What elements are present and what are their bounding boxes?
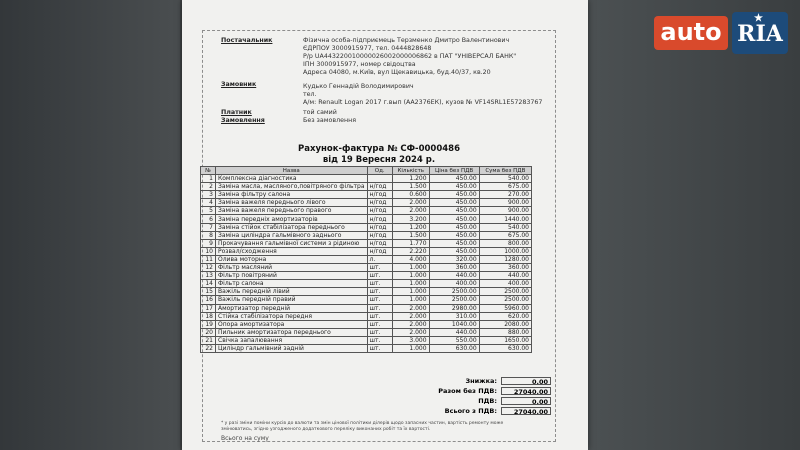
col-qty: Кількість [392, 167, 429, 175]
supplier-line-1: Фізична особа-підприємець Терзменко Дмитро Валентинович [303, 37, 510, 44]
row-qty: 3.200 [392, 215, 429, 223]
row-qty: 2.220 [392, 247, 429, 255]
row-unit: шт. [367, 344, 392, 352]
vat-label: ПДВ: [478, 397, 497, 405]
row-number: 21 [201, 336, 216, 344]
row-unit: н/год [367, 223, 392, 231]
row-qty: 1.000 [392, 288, 429, 296]
table-row [201, 183, 532, 191]
row-sum: 1000.00 [479, 247, 531, 255]
row-name: Розвал/сходження [216, 247, 368, 255]
row-unit: л. [367, 255, 392, 263]
table-header-row [201, 167, 532, 175]
row-qty: 2.000 [392, 304, 429, 312]
row-price: 360.00 [429, 264, 479, 272]
row-number: 13 [201, 272, 216, 280]
subtotal-row [353, 387, 553, 396]
table-row [201, 215, 532, 223]
row-price: 450.00 [429, 239, 479, 247]
discount-row [353, 377, 553, 386]
row-qty: 1.000 [392, 272, 429, 280]
logo-ria-label: RIA [737, 21, 783, 47]
row-qty: 1.000 [392, 344, 429, 352]
row-price: 450.00 [429, 183, 479, 191]
row-sum: 2080.00 [479, 320, 531, 328]
row-unit: н/год [367, 199, 392, 207]
row-qty: 1.500 [392, 183, 429, 191]
table-row [201, 328, 532, 336]
customer-line-3: А/м: Renault Logan 2017 г.вып (АА2376ЕК), кузов № VF14SRL1E57283767 [303, 99, 543, 106]
table-row [201, 175, 532, 183]
supplier-line-5: Адреса 04080, м.Київ, вул Щекавицька, буд.40/37, кв.20 [303, 69, 491, 76]
row-sum: 440.00 [479, 272, 531, 280]
row-name: Заміна важеля переднього лівого [216, 199, 368, 207]
row-price: 2980.00 [429, 304, 479, 312]
table-row [201, 255, 532, 263]
total-value: 27040.00 [501, 407, 551, 415]
table-row [201, 280, 532, 288]
logo-auto-text: auto [654, 16, 728, 50]
row-name: Стійка стабілізатора передня [216, 312, 368, 320]
row-qty: 1.770 [392, 239, 429, 247]
supplier-line-2: ЄДРПОУ 3000915977, тел. 0444828648 [303, 45, 432, 52]
row-qty: 1.500 [392, 231, 429, 239]
table-row [201, 191, 532, 199]
payer-value: той самий [303, 109, 337, 116]
row-name: Фільтр салона [216, 280, 368, 288]
row-unit: шт. [367, 288, 392, 296]
row-name: Пильник амортизатора переднього [216, 328, 368, 336]
total-in-words: Всього на суму [221, 435, 269, 442]
row-price: 450.00 [429, 199, 479, 207]
col-name: Назва [216, 167, 368, 175]
table-row [201, 239, 532, 247]
table-row [201, 320, 532, 328]
row-name: Важіль передній правий [216, 296, 368, 304]
monitor-bezel-right [570, 0, 800, 450]
star-icon: ★ [754, 13, 763, 24]
row-unit: шт. [367, 328, 392, 336]
table-row [201, 247, 532, 255]
row-number: 11 [201, 255, 216, 263]
row-sum: 5960.00 [479, 304, 531, 312]
row-sum: 900.00 [479, 207, 531, 215]
table-row [201, 264, 532, 272]
row-sum: 400.00 [479, 280, 531, 288]
row-unit: шт. [367, 304, 392, 312]
row-unit: н/год [367, 231, 392, 239]
row-price: 310.00 [429, 312, 479, 320]
row-unit: н/год [367, 207, 392, 215]
row-name: Амортизатор передній [216, 304, 368, 312]
row-unit: шт. [367, 336, 392, 344]
row-name: Циліндр гальмівний задній [216, 344, 368, 352]
row-price: 1040.00 [429, 320, 479, 328]
row-number: 15 [201, 288, 216, 296]
invoice-date: від 19 Вересня 2024 р. [322, 155, 436, 165]
row-sum: 1440.00 [479, 215, 531, 223]
col-number: № [201, 167, 216, 175]
row-unit: шт. [367, 320, 392, 328]
row-name: Опора амортизатора [216, 320, 368, 328]
row-sum: 1650.00 [479, 336, 531, 344]
row-number: 1 [201, 175, 216, 183]
row-qty: 2.000 [392, 199, 429, 207]
monitor-bezel-left [0, 0, 180, 450]
row-number: 2 [201, 183, 216, 191]
row-price: 2500.00 [429, 296, 479, 304]
row-unit: н/год [367, 183, 392, 191]
row-name: Заміна передніх амортизаторів [216, 215, 368, 223]
table-row [201, 336, 532, 344]
logo-ria-text [732, 12, 788, 54]
row-number: 5 [201, 207, 216, 215]
row-number: 20 [201, 328, 216, 336]
row-name: Заміна масла, масляного,повітряного фільтра [216, 183, 368, 191]
row-number: 12 [201, 264, 216, 272]
discount-value: 0.00 [501, 377, 551, 385]
row-sum: 620.00 [479, 312, 531, 320]
row-unit: шт. [367, 280, 392, 288]
row-name: Заміна циліндра гальмівного заднього [216, 231, 368, 239]
row-price: 630.00 [429, 344, 479, 352]
items-table [200, 166, 532, 353]
table-row [201, 296, 532, 304]
customer-line-2: тел. [303, 91, 317, 98]
row-name: Заміна фільтру салона [216, 191, 368, 199]
row-sum: 800.00 [479, 239, 531, 247]
row-number: 19 [201, 320, 216, 328]
row-name: Комплексна діагностика [216, 175, 368, 183]
row-price: 550.00 [429, 336, 479, 344]
invoice-page [182, 0, 588, 450]
supplier-line-3: Р/р UA443220010000026002000006862 в ПАТ "УНІВЕРСАЛ БАНК" [303, 53, 517, 60]
vat-value: 0.00 [501, 397, 551, 405]
items-table-body [201, 175, 532, 353]
row-number: 14 [201, 280, 216, 288]
row-price: 440.00 [429, 272, 479, 280]
table-row [201, 223, 532, 231]
row-qty: 1.200 [392, 223, 429, 231]
customer-label: Замовник [221, 81, 257, 88]
row-sum: 2500.00 [479, 288, 531, 296]
col-price: Ціна без ПДВ [429, 167, 479, 175]
row-qty: 2.000 [392, 320, 429, 328]
supplier-label: Постачальник [221, 37, 273, 44]
row-sum: 1280.00 [479, 255, 531, 263]
row-number: 18 [201, 312, 216, 320]
row-sum: 360.00 [479, 264, 531, 272]
row-unit: н/год [367, 247, 392, 255]
col-unit: Од. [367, 167, 392, 175]
row-number: 17 [201, 304, 216, 312]
row-qty: 4.000 [392, 255, 429, 263]
row-sum: 2500.00 [479, 296, 531, 304]
row-name: Фільтр масляний [216, 264, 368, 272]
row-number: 3 [201, 191, 216, 199]
row-price: 450.00 [429, 215, 479, 223]
row-price: 450.00 [429, 247, 479, 255]
footnote: * у разі зміни поміни курсів до валюти та змін цінової політики ділерів щодо запасних частин, вартість ремонту може змінюватись, згідно узгодженого додаткового переліку виконаних робіт та їх вартості. [221, 421, 504, 432]
row-qty: 1.000 [392, 264, 429, 272]
autoria-logo [654, 12, 788, 54]
row-unit: шт. [367, 296, 392, 304]
row-sum: 630.00 [479, 344, 531, 352]
table-row [201, 304, 532, 312]
table-row [201, 207, 532, 215]
row-qty: 1.000 [392, 280, 429, 288]
customer-line-1: Кудько Геннадій Володимирович [303, 83, 414, 90]
invoice-title: Рахунок-фактура № СФ-0000486 [298, 144, 460, 154]
table-row [201, 288, 532, 296]
row-price: 450.00 [429, 175, 479, 183]
row-qty: 2.000 [392, 312, 429, 320]
row-sum: 675.00 [479, 231, 531, 239]
row-name: Свічка запалювання [216, 336, 368, 344]
row-number: 9 [201, 239, 216, 247]
row-unit [367, 175, 392, 183]
row-number: 10 [201, 247, 216, 255]
table-row [201, 312, 532, 320]
row-qty: 2.000 [392, 207, 429, 215]
row-number: 16 [201, 296, 216, 304]
total-row [353, 407, 553, 416]
row-unit: н/год [367, 239, 392, 247]
vat-row [353, 397, 553, 406]
row-sum: 540.00 [479, 175, 531, 183]
row-qty: 3.000 [392, 336, 429, 344]
row-name: Заміна важеля переднього правого [216, 207, 368, 215]
row-price: 450.00 [429, 207, 479, 215]
row-sum: 540.00 [479, 223, 531, 231]
row-unit: шт. [367, 264, 392, 272]
col-sum: Сума без ПДВ [479, 167, 531, 175]
table-row [201, 199, 532, 207]
row-price: 440.00 [429, 328, 479, 336]
row-price: 320.00 [429, 255, 479, 263]
row-unit: н/год [367, 215, 392, 223]
row-number: 22 [201, 344, 216, 352]
row-unit: н/год [367, 191, 392, 199]
row-name: Фільтр повітряний [216, 272, 368, 280]
subtotal-label: Разом без ПДВ: [438, 387, 497, 395]
table-row [201, 231, 532, 239]
table-row [201, 344, 532, 352]
row-sum: 270.00 [479, 191, 531, 199]
row-unit: шт. [367, 312, 392, 320]
row-price: 450.00 [429, 231, 479, 239]
row-number: 7 [201, 223, 216, 231]
row-sum: 880.00 [479, 328, 531, 336]
row-number: 4 [201, 199, 216, 207]
table-row [201, 272, 532, 280]
row-sum: 900.00 [479, 199, 531, 207]
row-unit: шт. [367, 272, 392, 280]
row-number: 6 [201, 215, 216, 223]
total-label: Всього з ПДВ: [444, 407, 497, 415]
discount-label: Знижка: [465, 377, 497, 385]
row-price: 2500.00 [429, 288, 479, 296]
row-name: Важіль передній лівий [216, 288, 368, 296]
row-name: Прокачування гальмівної системи з рідиною [216, 239, 368, 247]
supplier-line-4: ІПН 3000915977, номер свідоцтва [303, 61, 416, 68]
row-price: 400.00 [429, 280, 479, 288]
row-qty: 2.000 [392, 328, 429, 336]
row-sum: 675.00 [479, 183, 531, 191]
subtotal-value: 27040.00 [501, 387, 551, 395]
row-qty: 1.000 [392, 296, 429, 304]
row-qty: 0.600 [392, 191, 429, 199]
row-name: Олива моторна [216, 255, 368, 263]
row-price: 450.00 [429, 223, 479, 231]
order-label: Замовлення [221, 117, 265, 124]
row-name: Заміна стійок стабілізатора переднього [216, 223, 368, 231]
payer-label: Платник [221, 109, 252, 116]
order-value: Без замовлення [303, 117, 356, 124]
row-price: 450.00 [429, 191, 479, 199]
row-qty: 1.200 [392, 175, 429, 183]
row-number: 8 [201, 231, 216, 239]
